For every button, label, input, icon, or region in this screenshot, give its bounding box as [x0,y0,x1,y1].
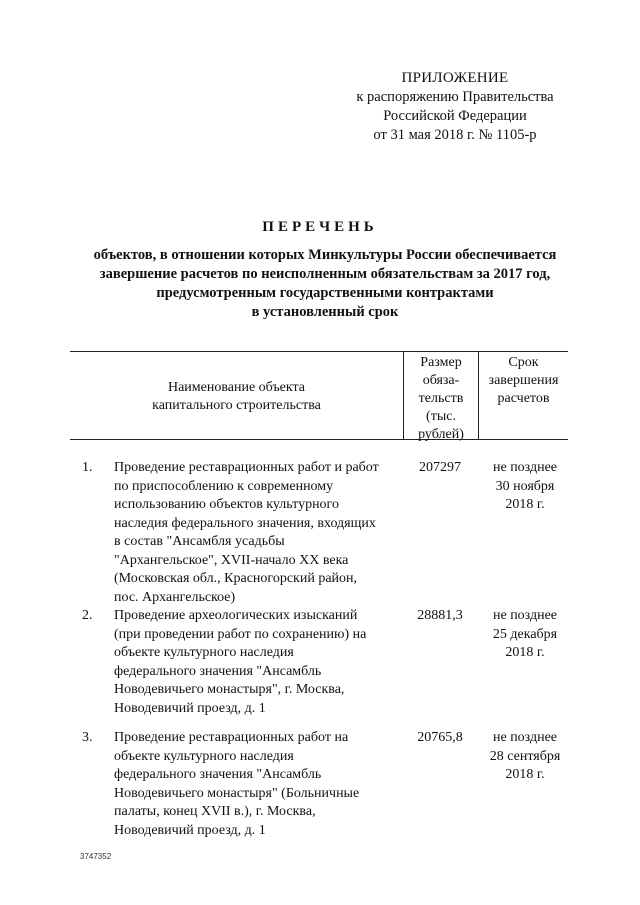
header-deadline-line: завершения [488,373,559,388]
document-subtitle [60,246,590,322]
row-object-name [114,459,404,607]
row-deadline-line: 2018 г. [505,767,545,782]
appendix-block [330,69,580,145]
row-number: 2. [82,608,93,623]
row-name-line: палаты, конец XVII в.), г. Москва, [114,804,316,819]
appendix-line: Российской Федерации [383,108,527,124]
row-deadline-line: не позднее [492,608,558,623]
header-amount-line: обяза- [422,373,460,388]
row-deadline [482,459,568,515]
row-amount: 20765,8 [417,730,463,745]
row-object-name [114,607,404,718]
row-number: 3. [82,730,93,745]
row-name-line: Проведение реставрационных работ и работ [114,460,379,475]
row-name-line: Новодевичий проезд, д. 1 [114,700,266,716]
row-name-line: федерального значения "Ансамбль [114,767,322,782]
table-top-rule [70,351,568,352]
row-deadline-line: не позднее [492,460,558,475]
row-name-line: "Архангельское", XVII-начало XX века [114,552,349,568]
row-name-line: Проведение археологических изысканий [114,608,358,623]
row-object-name [114,729,404,840]
header-amount-line: Размер [420,355,462,370]
row-name-line: пос. Архангельское) [114,589,236,605]
row-name-line: федерального значения "Ансамбль [114,663,322,679]
row-name-line: Новодевичьего монастыря", г. Москва, [114,682,345,697]
row-name-line: Новодевичьего монастыря" (Больничные [114,785,360,801]
row-name-line: Проведение реставрационных работ на [114,730,349,745]
row-deadline-line: 30 ноября [495,478,555,494]
row-name-line: объекте культурного наследия [114,645,294,660]
subtitle-line: предусмотренным государственными контрактами [156,285,494,301]
appendix-line: к распоряжению Правительства [356,89,554,105]
row-deadline-line: 28 сентября [489,748,561,764]
document-number: 3747352 [80,852,112,861]
row-amount: 28881,3 [417,608,463,623]
row-name-line: по приспособлению к современному [114,478,334,494]
row-name-line: использованию объектов культурного [114,497,339,512]
row-name-line: в состав "Ансамбля усадьбы [114,534,285,549]
row-name-line: (Московская обл., Красногорский район, [114,571,358,586]
row-deadline [482,607,568,663]
header-name-line: Наименование объекта [167,380,306,395]
appendix-line: от 31 мая 2018 г. № 1105-р [373,127,537,143]
appendix-title: ПРИЛОЖЕНИЕ [401,70,509,86]
row-deadline [482,729,568,785]
row-name-line: Новодевичий проезд, д. 1 [114,822,266,838]
row-deadline-line: 2018 г. [505,645,545,660]
subtitle-line: в установленный срок [251,304,399,320]
row-name-line: наследия федерального значения, входящих [114,515,376,531]
document-title: ПЕРЕЧЕНЬ [262,219,378,235]
row-deadline-line: не позднее [492,730,558,745]
header-deadline [479,354,568,408]
subtitle-line: объектов, в отношении которых Минкультуры России обеспечивается [93,247,557,263]
header-name-line: капитального строительства [152,398,321,413]
row-name-line: объекте культурного наследия [114,748,294,764]
header-amount-line: рублей) [418,427,464,442]
header-amount-line: тельств [418,391,464,406]
header-deadline-line: расчетов [497,391,550,406]
row-deadline-line: 2018 г. [505,497,545,512]
header-amount-line: (тыс. [426,409,456,424]
header-amount [404,354,478,444]
header-deadline-line: Срок [508,355,539,370]
row-deadline-line: 25 декабря [492,626,558,642]
header-name [70,379,403,415]
row-name-line: (при проведении работ по сохранению) на [114,626,367,642]
subtitle-line: завершение расчетов по неисполненным обязательствам за 2017 год, [99,266,551,282]
row-number: 1. [82,460,93,475]
row-amount: 207297 [419,460,461,475]
table-header-bottom-rule [70,439,568,440]
